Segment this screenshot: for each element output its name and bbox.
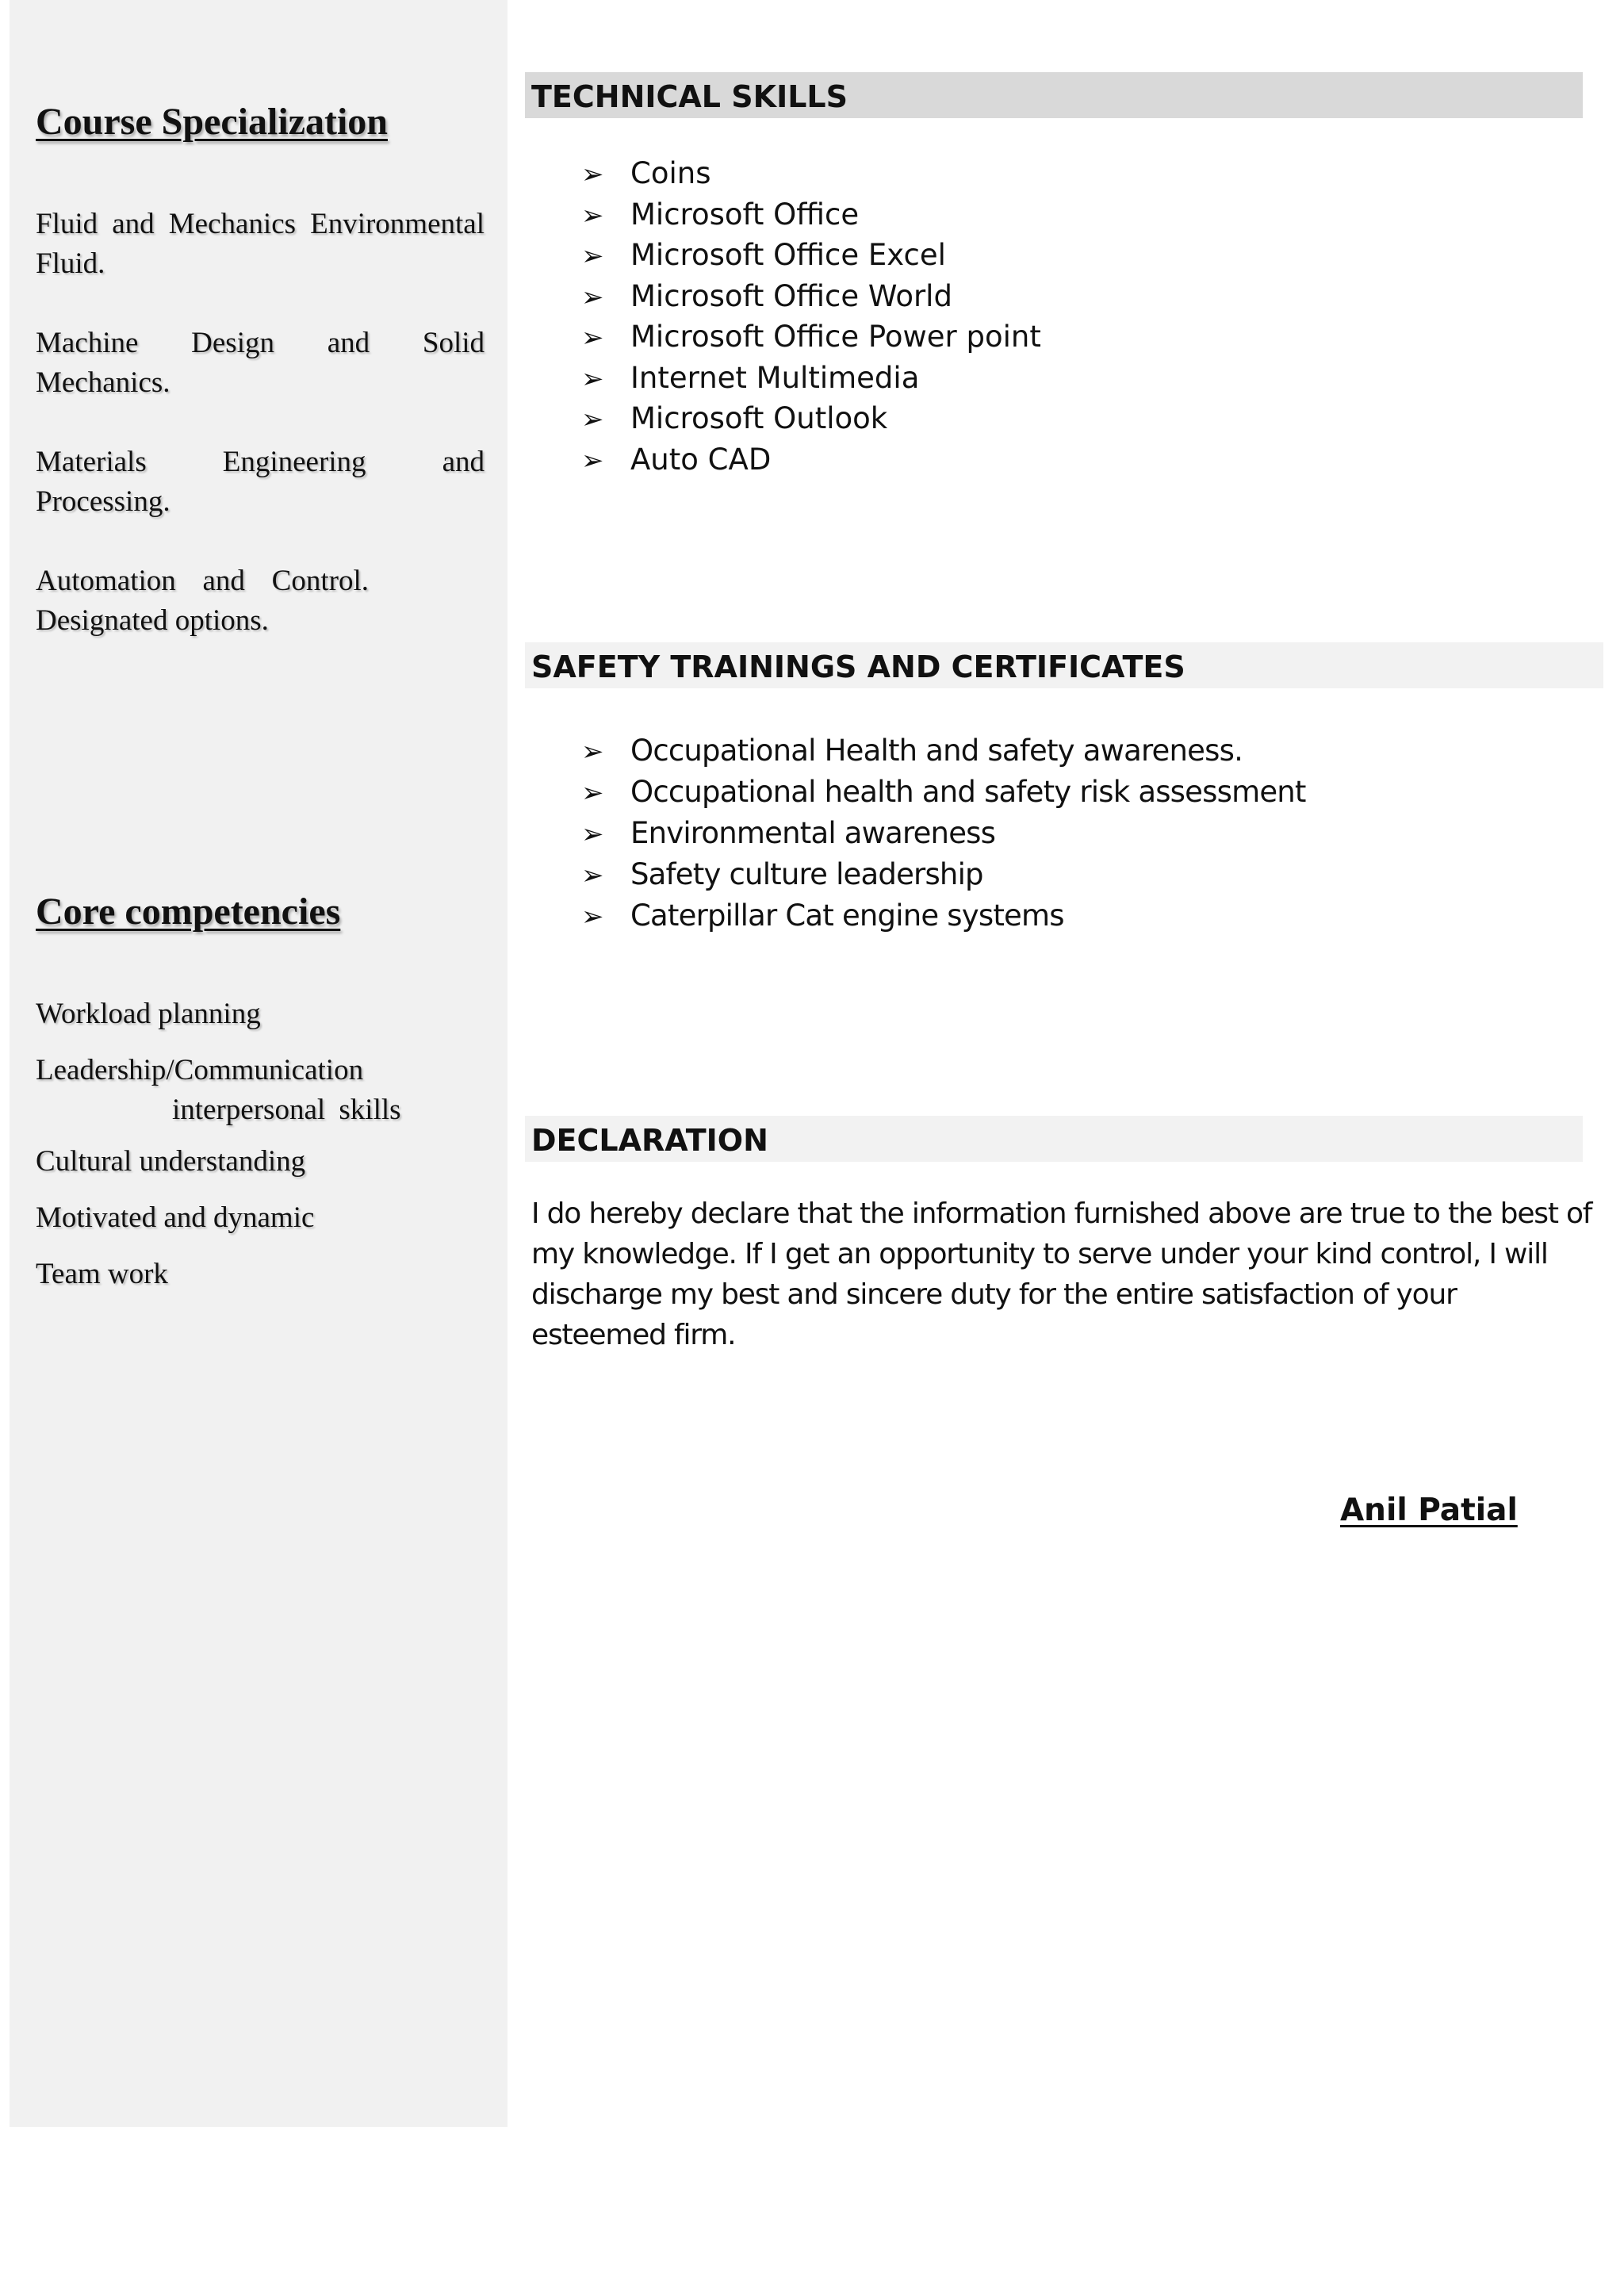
arrowhead-bullet-icon: ➢ <box>581 240 604 272</box>
arrowhead-bullet-icon: ➢ <box>581 281 604 313</box>
arrowhead-bullet-icon: ➢ <box>581 362 604 395</box>
list-item-label: Microsoft Office Power point <box>630 320 1041 354</box>
specialization-item: Automation and Control. Designated options. <box>36 565 369 637</box>
competency-line: Leadership/Communication <box>36 1054 364 1086</box>
technical-skills-heading: TECHNICAL SKILLS <box>525 72 1583 118</box>
arrowhead-bullet-icon: ➢ <box>581 199 604 232</box>
list-item <box>581 316 1041 358</box>
specialization-item: Machine Design and Solid Mechanics. <box>36 327 485 399</box>
competency-item: Cultural understanding <box>36 1145 306 1178</box>
list-item-label: Safety culture leadership <box>630 857 983 891</box>
competency-item: Motivated and dynamic <box>36 1201 315 1234</box>
list-item-label: Microsoft Outlook <box>630 401 888 435</box>
list-item <box>581 772 1306 813</box>
list-item <box>581 730 1306 772</box>
list-item-label: Internet Multimedia <box>630 360 920 395</box>
specialization-list <box>36 205 485 680</box>
list-item-label: Microsoft Office World <box>630 278 952 313</box>
list-item-label: Occupational Health and safety awareness. <box>630 734 1243 768</box>
declaration-text: I do hereby declare that the information furnished above are true to the best of my knowledge. If I get an opportunity to serve under your kind control, I will discharge my best and sincere duty for the entire satisfaction of your esteemed firm. <box>531 1197 1592 1351</box>
specialization-item: Fluid and Mechanics Environmental Fluid. <box>36 208 485 280</box>
list-item <box>581 235 1041 276</box>
arrowhead-bullet-icon: ➢ <box>581 322 604 354</box>
arrowhead-bullet-icon: ➢ <box>581 818 604 850</box>
course-specialization-heading: Course Specialization <box>36 101 388 143</box>
list-item <box>581 854 1306 895</box>
safety-trainings-list <box>581 730 1306 937</box>
list-item <box>581 895 1306 937</box>
arrowhead-bullet-icon: ➢ <box>581 159 604 190</box>
list-item <box>581 194 1041 236</box>
arrowhead-bullet-icon: ➢ <box>581 860 604 891</box>
list-item-label: Microsoft Office <box>630 197 860 232</box>
list-item <box>581 358 1041 399</box>
arrowhead-bullet-icon: ➢ <box>581 901 604 933</box>
signature-name: Anil Patial <box>1340 1492 1518 1528</box>
competency-item: Workload planning <box>36 998 261 1030</box>
arrowhead-bullet-icon: ➢ <box>581 444 604 477</box>
list-item-label: Environmental awareness <box>630 816 996 850</box>
list-item <box>581 439 1041 481</box>
arrowhead-bullet-icon: ➢ <box>581 777 604 809</box>
arrowhead-bullet-icon: ➢ <box>581 736 604 768</box>
list-item <box>581 813 1306 854</box>
list-item-label: Microsoft Office Excel <box>630 238 946 272</box>
competencies-list <box>36 994 485 1311</box>
list-item <box>581 398 1041 439</box>
list-item-label: Coins <box>630 156 711 190</box>
competency-item: Team work <box>36 1258 168 1290</box>
safety-trainings-heading: SAFETY TRAININGS AND CERTIFICATES <box>525 642 1603 688</box>
competency-item <box>36 1051 485 1130</box>
list-item-label: Auto CAD <box>630 442 772 477</box>
specialization-item: Materials Engineering and Processing. <box>36 446 485 518</box>
core-competencies-heading: Core competencies <box>36 891 341 933</box>
list-item <box>581 276 1041 317</box>
list-item <box>581 153 1041 194</box>
list-item-label: Occupational health and safety risk assessment <box>630 775 1306 809</box>
list-item-label: Caterpillar Cat engine systems <box>630 898 1064 933</box>
declaration-heading: DECLARATION <box>525 1116 1583 1162</box>
competency-line: interpersonal skills <box>172 1094 401 1126</box>
arrowhead-bullet-icon: ➢ <box>581 404 604 435</box>
technical-skills-list <box>581 153 1041 480</box>
